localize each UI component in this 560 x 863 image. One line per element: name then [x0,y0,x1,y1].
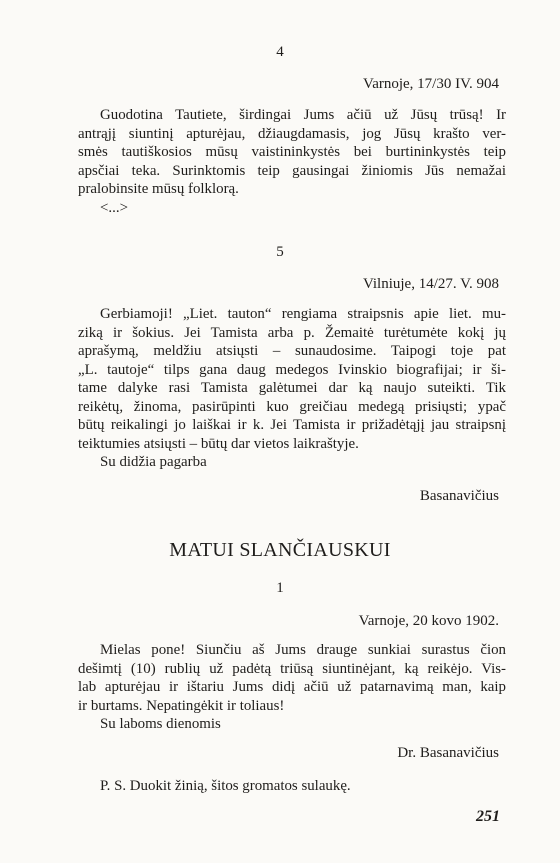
text-line: antrąjį siuntinį apturėjau, džiaugdamasis, jog Jūsų krašto ver- [78,125,506,142]
signature: Basanavičius [419,488,499,504]
closing-line: Su laboms dienomis [100,716,221,732]
text-line: Gerbiamoji! „Liet. tauton“ rengiama straipsnis apie liet. mu- [100,306,506,322]
text-line: tame dalyke rasi Tamista galėtumei dar ką naujo suteikti. Tik [78,380,506,396]
letter-place-date: Varnoje, 17/30 IV. 904 [363,76,499,92]
letter-number: 4 [276,44,284,60]
text-line: „L. tautoje“ tilps gana daug medegos Ivinskio biografijai; ir ši- [78,361,506,378]
text-line: ir burtams. Nepatingėkit ir toliaus! [78,697,285,714]
letter-number: 5 [276,244,284,260]
page-number: 251 [476,808,500,825]
text-line: Mielas pone! Siunčiu aš Jums drauge sunkiai surastus čion [100,642,506,658]
section-heading: MATUI SLANČIAUSKUI [169,539,391,561]
text-line: teiktumies atsiųsti – būtų dar vietos laikraštyje. [78,435,359,452]
text-line: aprašymą, meldžiu atsiųsti – sunaudosime. Taipogi toje pat [78,343,506,359]
text-line: smės tautiškosios mūsų vaistininkystės bei burtininkystės teip [78,144,506,160]
signature: Dr. Basanavičius [397,745,499,761]
letter-body [78,641,506,734]
omission-mark: <...> [100,199,128,216]
text-line: lab apturėjau ir ištariu Jums didį ačiū už patarnavimą man, kaip [78,679,506,695]
postscript [78,777,506,796]
text-line: pralobinsite mūsų folklorą. [78,181,239,197]
postscript-line: P. S. Duokit žinią, šitos gromatos sulaukę. [100,778,351,794]
text-line: būtų reikalingi jo laiškai ir k. Jei Tamista ir prižadėtąjį jau straipsnį [78,417,506,433]
letter-place-date: Varnoje, 20 kovo 1902. [358,613,499,629]
letter-body [78,305,506,472]
text-line: apsčiai teka. Surinktomis teip gausingai žiniomis Jūs nemažai [78,162,506,179]
letter-place-date: Vilniuje, 14/27. V. 908 [362,276,499,292]
text-line: reikėtų, žinoma, pasirūpinti kuo greičiau medegą prisiųsti; ypač [78,398,506,415]
letter-body [78,106,506,217]
text-line: Guodotina Tautiete, širdingai Jums ačiū už Jūsų trūsą! Ir [100,107,506,123]
text-line: ziką ir šokius. Jei Tamista arba p. Žemaitė turėtumėte kokį jų [78,324,506,341]
letter-number: 1 [276,580,284,596]
text-line: dešimtį (10) rublių už padėtą triūsą siuntinėjant, ką reikėjo. Vis- [78,660,506,677]
closing-line: Su didžia pagarba [100,454,207,470]
